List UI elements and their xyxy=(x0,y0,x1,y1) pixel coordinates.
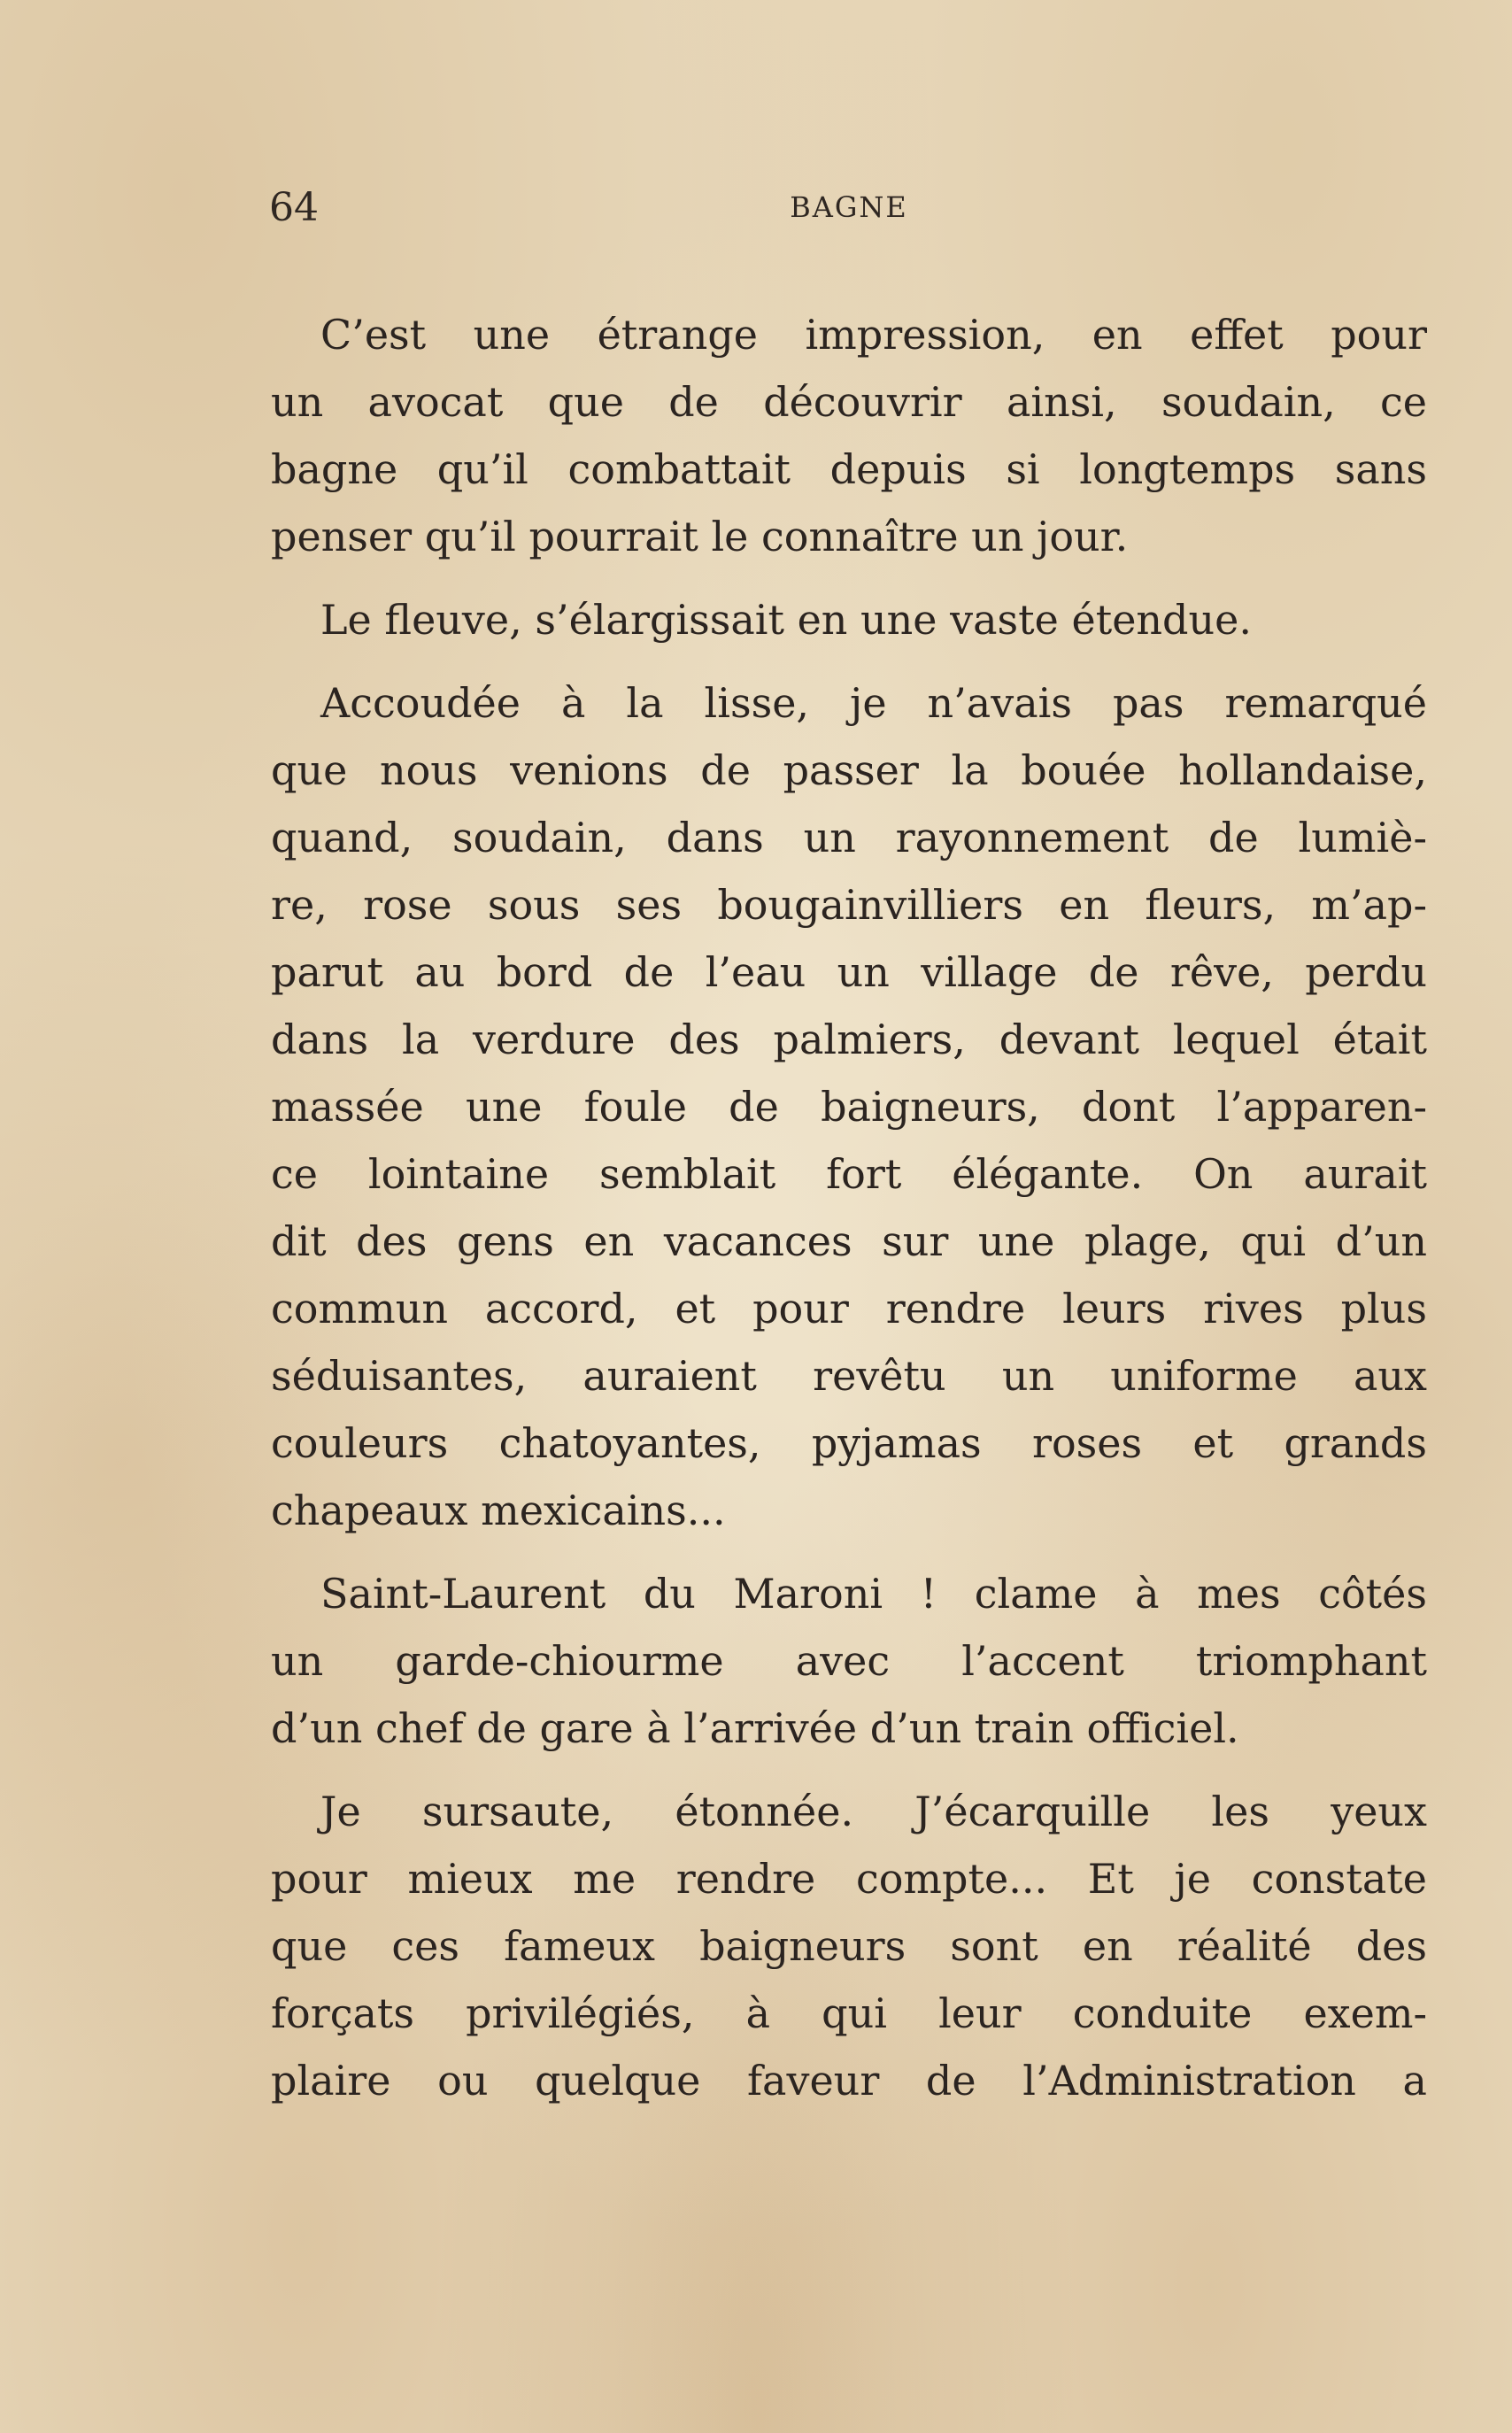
text-line: parut au bord de l’eau un village de rêve, perdu xyxy=(271,948,1427,996)
paragraph-3 xyxy=(271,669,1427,1544)
text-line: Le fleuve, s’élargissait en une vaste étendue. xyxy=(320,596,1252,644)
paragraph-5 xyxy=(271,1778,1427,2114)
text-line: ce lointaine semblait fort élégante. On aurait xyxy=(271,1150,1427,1198)
text-line: bagne qu’il combattait depuis si longtemps sans xyxy=(271,445,1427,493)
text-line: re, rose sous ses bougainvilliers en fleurs, m’ap- xyxy=(271,881,1427,929)
page-number: 64 xyxy=(269,185,319,230)
text-line: Je sursaute, étonnée. J’écarquille les yeux xyxy=(320,1788,1427,1835)
text-line: Accoudée à la lisse, je n’avais pas remarqué xyxy=(320,679,1427,727)
text-line: massée une foule de baigneurs, dont l’apparen- xyxy=(271,1083,1427,1131)
text-line: pour mieux me rendre compte... Et je constate xyxy=(271,1855,1427,1903)
text-line: séduisantes, auraient revêtu un uniforme aux xyxy=(271,1352,1427,1400)
text-line: que ces fameux baigneurs sont en réalité des xyxy=(271,1922,1427,1970)
text-line: dit des gens en vacances sur une plage, qui d’un xyxy=(271,1217,1427,1265)
paragraph-4 xyxy=(271,1560,1427,1762)
text-line: couleurs chatoyantes, pyjamas roses et grands xyxy=(271,1419,1427,1467)
text-line: dans la verdure des palmiers, devant lequel était xyxy=(271,1016,1427,1063)
text-line: d’un chef de gare à l’arrivée d’un train officiel. xyxy=(271,1704,1239,1752)
text-line: penser qu’il pourrait le connaître un jour. xyxy=(271,513,1129,560)
text-line: forçats privilégiés, à qui leur conduite exem- xyxy=(271,1989,1427,2037)
body-text xyxy=(271,301,1427,2130)
text-line: commun accord, et pour rendre leurs rives plus xyxy=(271,1285,1427,1332)
text-line: C’est une étrange impression, en effet pour xyxy=(320,311,1427,359)
running-head xyxy=(269,177,1429,239)
text-line: chapeaux mexicains... xyxy=(271,1487,726,1534)
text-line: Saint-Laurent du Maroni ! clame à mes côtés xyxy=(320,1570,1427,1618)
running-title: BAGNE xyxy=(790,190,908,224)
text-line: plaire ou quelque faveur de l’Administration a xyxy=(271,2057,1427,2105)
text-line: un avocat que de découvrir ainsi, soudain, ce xyxy=(271,378,1427,426)
paragraph-1 xyxy=(271,301,1427,570)
text-line: quand, soudain, dans un rayonnement de lumiè- xyxy=(271,814,1427,861)
text-line: que nous venions de passer la bouée hollandaise, xyxy=(271,746,1427,794)
paragraph-2 xyxy=(271,586,1427,653)
text-line: un garde-chiourme avec l’accent triomphant xyxy=(271,1637,1427,1685)
